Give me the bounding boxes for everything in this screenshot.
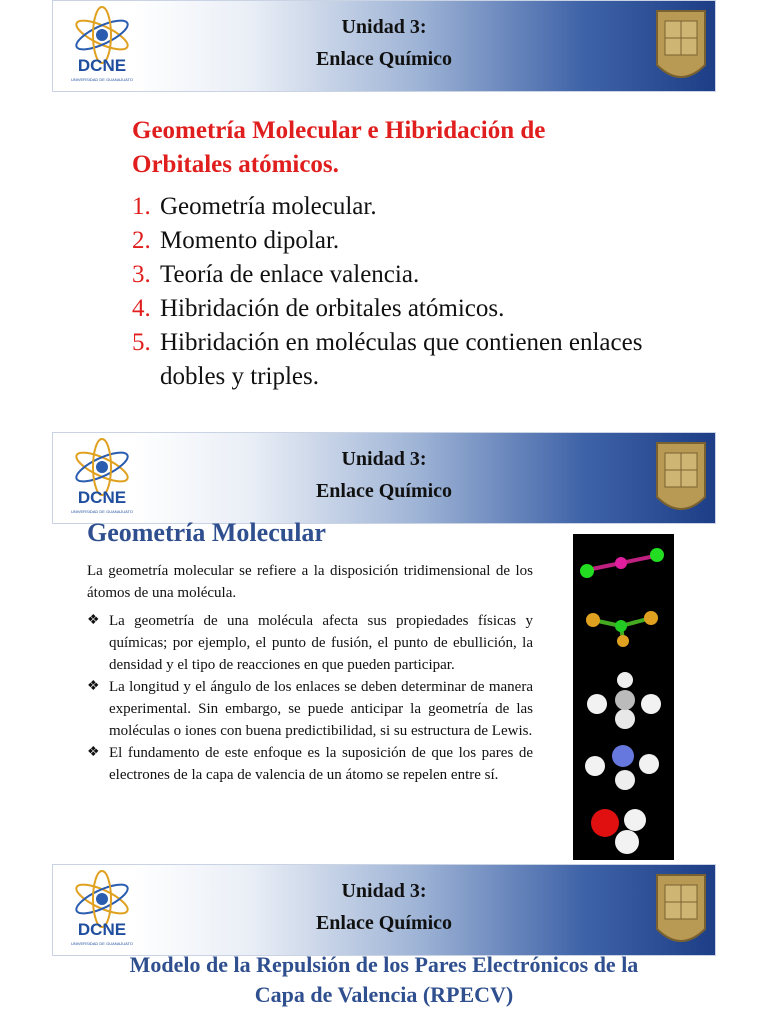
diamond-bullet-icon: ❖: [87, 613, 100, 628]
linear-molecule-icon: [580, 548, 664, 578]
diamond-bullet-icon: ❖: [87, 679, 100, 694]
molecule-models-image: [573, 534, 674, 860]
list-item: 1. Geometría molecular.: [132, 193, 377, 220]
university-crest-icon: [653, 437, 709, 521]
list-item: 4. Hibridación de orbitales atómicos.: [132, 295, 505, 322]
dcne-logo-icon: [67, 869, 137, 953]
topic-list: [132, 190, 652, 394]
unit-title: Unidad 3: Enlace Químico: [315, 16, 453, 70]
svg-text:UNIVERSIDAD DE GUANAJUATO: UNIVERSIDAD DE GUANAJUATO: [70, 509, 134, 514]
slide-header: [52, 432, 716, 524]
list-item: 2. Momento dipolar.: [132, 227, 340, 254]
dcne-logo-icon: [67, 437, 137, 521]
section-title: Geometría Molecular: [87, 518, 326, 547]
university-crest-icon: [653, 869, 709, 953]
dcne-logo-icon: [67, 5, 137, 89]
svg-text:UNIVERSIDAD DE GUANAJUATO: UNIVERSIDAD DE GUANAJUATO: [70, 77, 134, 82]
svg-text:DCNE: DCNE: [77, 488, 127, 507]
list-item: ❖ La longitud y el ángulo de los enlaces se deben determinar de manera experimental. Sin embargo, se puede anticipar la geometría de las moléculas o iones con buena predictibilidad, si su estructura de Lewis.: [87, 676, 533, 742]
section-title: Modelo de la Repulsión de los Pares Electrónicos de la Capa de Valencia (RPECV): [129, 952, 639, 1007]
intro-paragraph: La geometría molecular se refiere a la disposición tridimensional de los átomos de una molécula.: [87, 563, 533, 601]
diamond-bullet-icon: ❖: [87, 745, 100, 760]
list-item: ❖ La geometría de una molécula afecta sus propiedades físicas y químicas; por ejemplo, el punto de fusión, el punto de ebullición, la densidad y el tipo de reacciones en que pueden participar.: [87, 610, 533, 676]
unit-title: Unidad 3: Enlace Químico: [315, 448, 453, 502]
list-item: 5. Hibridación en moléculas que contienen enlaces dobles y triples.: [132, 329, 643, 390]
slide-heading: Geometría Molecular e Hibridación de Orbitales atómicos.: [132, 117, 546, 178]
list-item: ❖ El fundamento de este enfoque es la suposición de que los pares de electrones de la capa de valencia de un átomo se repelen entre sí.: [87, 742, 533, 786]
list-item: 3. Teoría de enlace valencia.: [132, 261, 420, 288]
tetrahedral-molecule-icon: [587, 672, 661, 729]
university-crest-icon: [653, 5, 709, 89]
trigonal-planar-molecule-icon: [586, 611, 658, 647]
bent-molecule-icon: [591, 809, 646, 854]
bullet-list: [87, 610, 533, 786]
slide-header: [52, 864, 716, 956]
slide-header: [52, 0, 716, 92]
svg-text:DCNE: DCNE: [77, 920, 127, 939]
svg-text:UNIVERSIDAD DE GUANAJUATO: UNIVERSIDAD DE GUANAJUATO: [70, 941, 134, 946]
unit-title: Unidad 3: Enlace Químico: [315, 880, 453, 934]
svg-text:DCNE: DCNE: [77, 56, 127, 75]
pyramidal-molecule-icon: [585, 745, 659, 790]
